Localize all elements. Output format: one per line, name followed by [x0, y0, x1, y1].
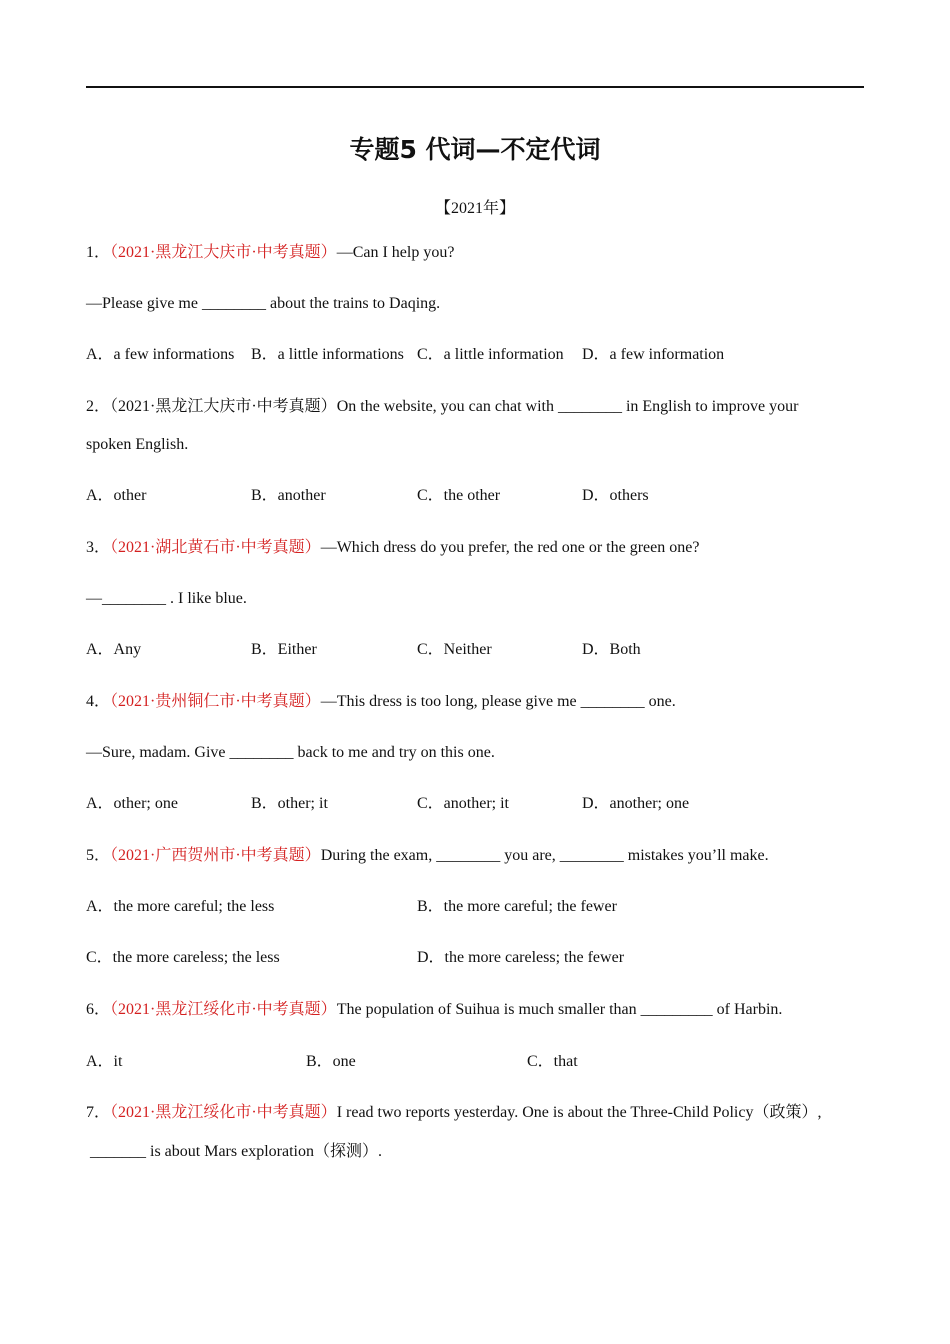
q1-option-d: D．a few information: [582, 346, 725, 363]
question-number: 3．: [86, 539, 111, 556]
question-number: 2．: [86, 398, 111, 415]
q2-option-a: A．other: [86, 487, 147, 504]
question-4-stem-line-2: —Sure, madam. Give ________ back to me and try on this one.: [86, 744, 495, 761]
q1-option-c: C．a little information: [417, 346, 564, 363]
question-6: [86, 998, 782, 1022]
question-source: （2021·黑龙江大庆市·中考真题）: [110, 398, 337, 415]
question-number: 7．: [86, 1104, 111, 1121]
question-1: [86, 241, 454, 265]
question-stem: During the exam, ________ you are, ________ mistakes you’ll make.: [320, 847, 769, 864]
question-4: [86, 690, 676, 714]
question-source: （2021·黑龙江绥化市·中考真题）: [110, 1001, 337, 1018]
q6-option-c: C．that: [527, 1053, 578, 1070]
question-2: [86, 395, 798, 419]
question-stem: —Which dress do you prefer, the red one or the green one?: [320, 539, 700, 556]
question-number: 5．: [86, 847, 111, 864]
q3-option-b: B．Either: [251, 641, 317, 658]
question-number: 4．: [86, 693, 111, 710]
question-1-stem-line-2: —Please give me ________ about the trains to Daqing.: [86, 295, 441, 312]
question-stem: —This dress is too long, please give me ________ one.: [320, 693, 676, 710]
q2-option-b: B．another: [251, 487, 326, 504]
header-rule: [86, 86, 864, 88]
question-7-stem-line-2: _______ is about Mars exploration（探测）.: [86, 1143, 382, 1160]
q4-option-d: D．another; one: [582, 795, 690, 812]
q1-option-a: A．a few informations: [86, 346, 235, 363]
q5-option-b: B．the more careful; the fewer: [417, 898, 617, 915]
q6-option-a: A．it: [86, 1053, 123, 1070]
question-2-stem-line-2: spoken English.: [86, 436, 189, 453]
q3-option-a: A．Any: [86, 641, 142, 658]
q2-option-d: D．others: [582, 487, 649, 504]
q5-option-a: A．the more careful; the less: [86, 898, 275, 915]
question-number: 6．: [86, 1001, 111, 1018]
question-source: （2021·黑龙江大庆市·中考真题）: [110, 244, 337, 261]
question-3-stem-line-2: —________ . I like blue.: [86, 590, 247, 607]
q6-option-b: B．one: [306, 1053, 356, 1070]
q3-option-c: C．Neither: [417, 641, 492, 658]
question-5: [86, 844, 769, 868]
q4-option-a: A．other; one: [86, 795, 178, 812]
question-number: 1．: [86, 244, 111, 261]
q5-option-d: D．the more careless; the fewer: [417, 949, 625, 966]
year-header: 【2021年】: [434, 200, 515, 217]
question-source: （2021·湖北黄石市·中考真题）: [110, 539, 321, 556]
question-source: （2021·黑龙江绥化市·中考真题）: [110, 1104, 337, 1121]
question-stem: On the website, you can chat with ________ in English to improve your: [336, 398, 799, 415]
q1-option-b: B．a little informations: [251, 346, 404, 363]
q2-option-c: C．the other: [417, 487, 501, 504]
question-source: （2021·贵州铜仁市·中考真题）: [110, 693, 321, 710]
question-stem: —Can I help you?: [336, 244, 455, 261]
question-3: [86, 536, 699, 560]
question-stem: I read two reports yesterday. One is about the Three-Child Policy（政策）,: [336, 1104, 822, 1121]
question-stem: The population of Suihua is much smaller than _________ of Harbin.: [336, 1001, 783, 1018]
question-7: [86, 1101, 821, 1125]
q4-option-c: C．another; it: [417, 795, 509, 812]
q5-option-c: C．the more careless; the less: [86, 949, 280, 966]
q3-option-d: D．Both: [582, 641, 641, 658]
question-source: （2021·广西贺州市·中考真题）: [110, 847, 321, 864]
q4-option-b: B．other; it: [251, 795, 328, 812]
page-title: 专题5 代词—不定代词: [349, 135, 601, 164]
